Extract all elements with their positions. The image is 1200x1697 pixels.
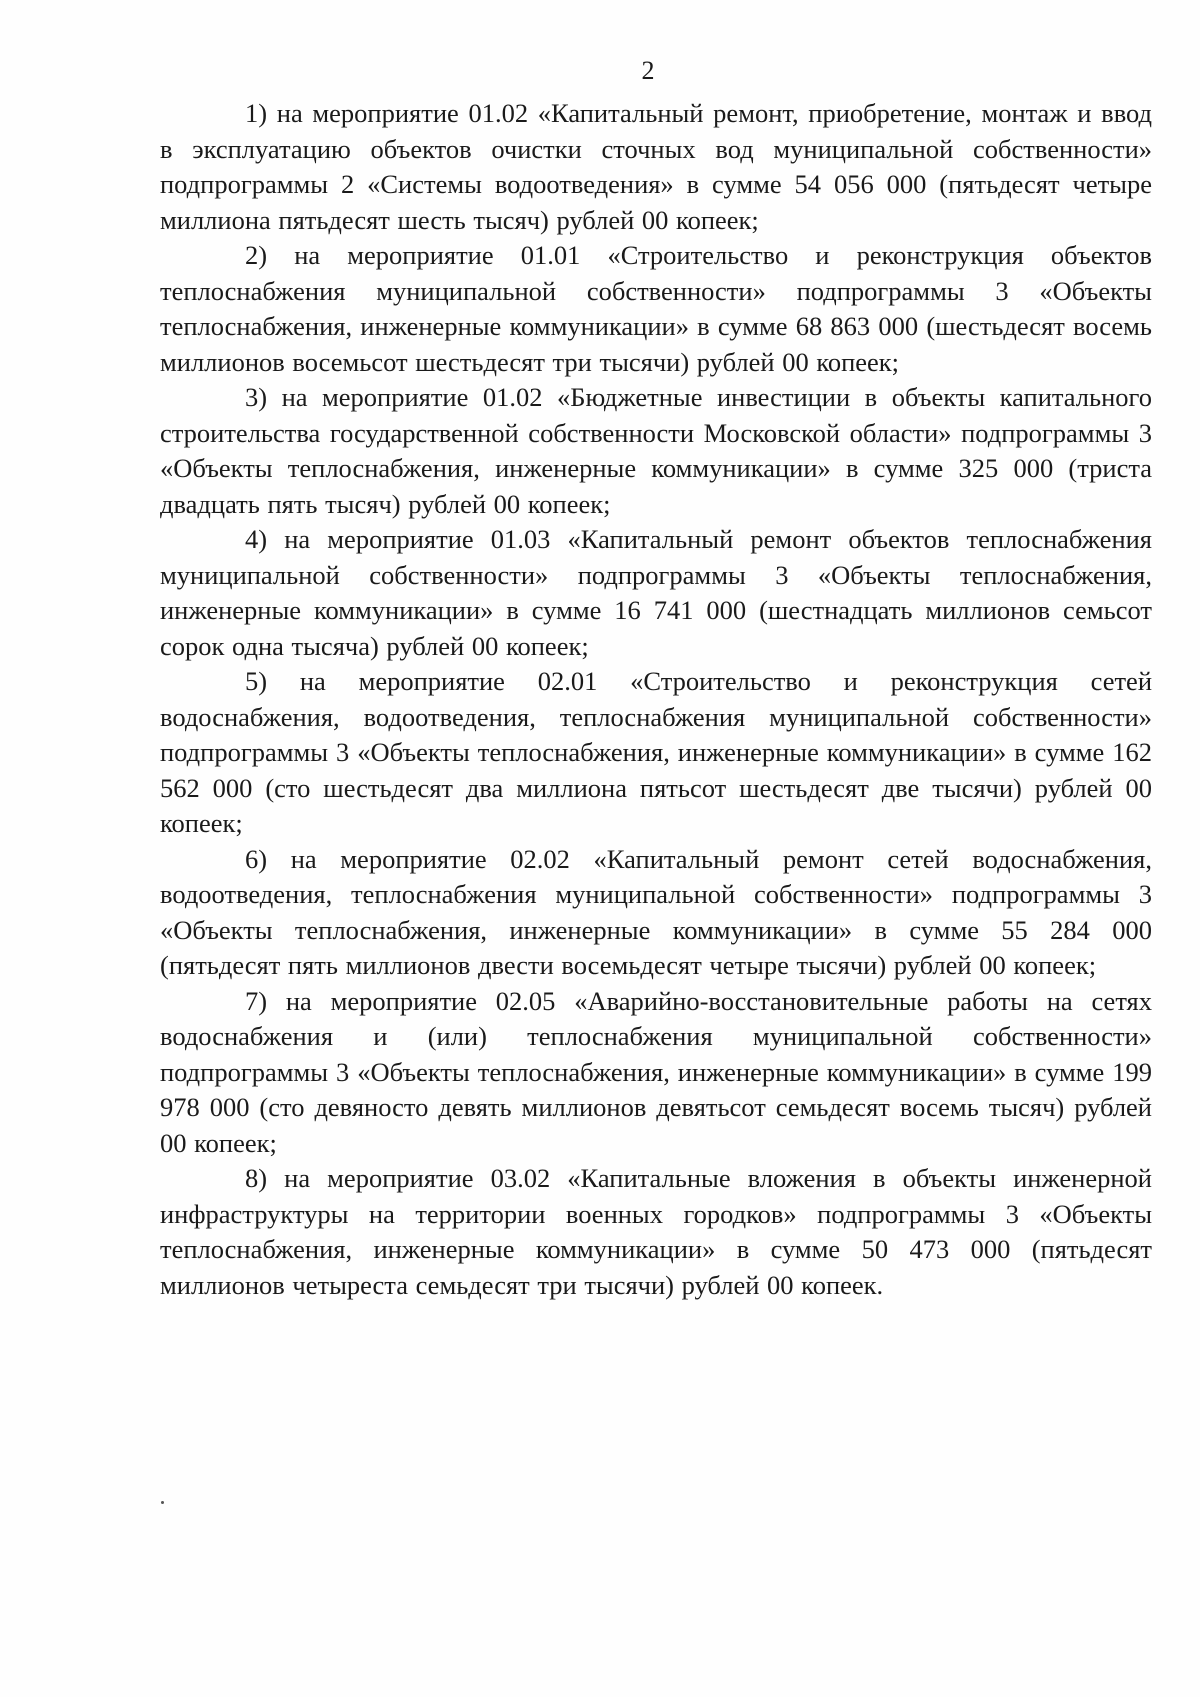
paragraph-item-1: 1) на мероприятие 01.02 «Капитальный ремонт, приобретение, монтаж и ввод в эксплуатацию объектов очистки сточных вод муниципальной собственности» подпрограммы 2 «Системы водоотведения» в сумме 54 056 000 (пятьдесят четыре миллиона пятьдесят шесть тысяч) рублей 00 копеек;	[160, 98, 1152, 235]
paragraph-item-5: 5) на мероприятие 02.01 «Строительство и реконструкция сетей водоснабжения, водоотведения, теплоснабжения муниципальной собственности» подпрограммы 3 «Объекты теплоснабжения, инженерные коммуникации» в сумме 162 562 000 (сто шестьдесят два миллиона пятьсот шестьдесят две тысячи) рублей 00 копеек;	[160, 666, 1152, 838]
paragraph-item-3: 3) на мероприятие 01.02 «Бюджетные инвестиции в объекты капитального строительства государственной собственности Московской области» подпрограммы 3 «Объекты теплоснабжения, инженерные коммуникации» в сумме 325 000 (триста двадцать пять тысяч) рублей 00 копеек;	[160, 382, 1152, 519]
scan-speck	[161, 1501, 164, 1504]
paragraph-item-4: 4) на мероприятие 01.03 «Капитальный ремонт объектов теплоснабжения муниципальной собственности» подпрограммы 3 «Объекты теплоснабжения, инженерные коммуникации» в сумме 16 741 000 (шестнадцать миллионов семьсот сорок одна тысяча) рублей 00 копеек;	[160, 524, 1152, 661]
page-number: 2	[641, 56, 655, 85]
paragraph-item-6: 6) на мероприятие 02.02 «Капитальный ремонт сетей водоснабжения, водоотведения, теплоснабжения муниципальной собственности» подпрограммы 3 «Объекты теплоснабжения, инженерные коммуникации» в сумме 55 284 000 (пятьдесят пять миллионов двести восемьдесят четыре тысячи) рублей 00 копеек;	[160, 843, 1152, 980]
paragraph-item-8: 8) на мероприятие 03.02 «Капитальные вложения в объекты инженерной инфраструктуры на территории военных городков» подпрограммы 3 «Объекты теплоснабжения, инженерные коммуникации» в сумме 50 473 000 (пятьдесят миллионов четыреста семьдесят три тысячи) рублей 00 копеек.	[160, 1163, 1152, 1300]
paragraph-item-7: 7) на мероприятие 02.05 «Аварийно-восстановительные работы на сетях водоснабжения и (или) теплоснабжения муниципальной собственности» подпрограммы 3 «Объекты теплоснабжения, инженерные коммуникации» в сумме 199 978 000 (сто девяносто девять миллионов девятьсот семьдесят восемь тысяч) рублей 00 копеек;	[160, 985, 1152, 1158]
document-body	[160, 96, 1152, 1303]
paragraph-item-2: 2) на мероприятие 01.01 «Строительство и реконструкция объектов теплоснабжения муниципальной собственности» подпрограммы 3 «Объекты теплоснабжения, инженерные коммуникации» в сумме 68 863 000 (шестьдесят восемь миллионов восемьсот шестьдесят три тысячи) рублей 00 копеек;	[160, 240, 1152, 377]
